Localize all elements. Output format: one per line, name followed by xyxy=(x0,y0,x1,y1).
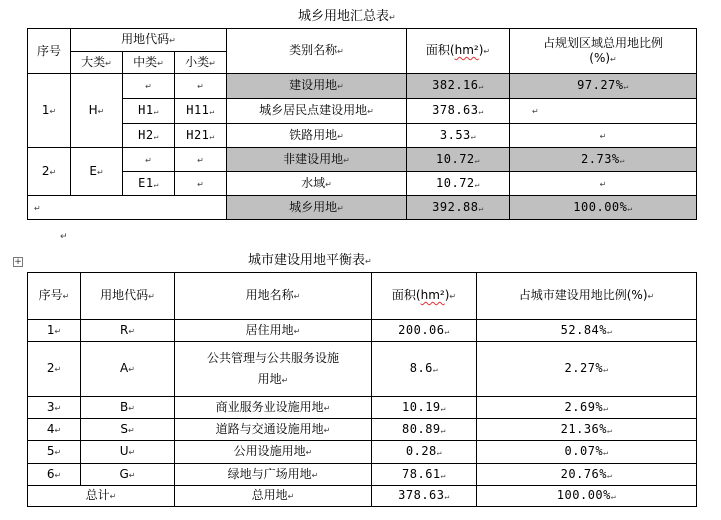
t1-cell-medium: ↵ xyxy=(123,74,175,99)
t2-cell-name: 居住用地↵ xyxy=(175,320,372,342)
t2-cell-seq: 3↵ xyxy=(28,397,81,419)
t2-cell-ratio: 0.07%↵ xyxy=(477,441,697,464)
t1-cell-major: H↵ xyxy=(71,74,123,148)
t1-header-code: 用地代码↵ xyxy=(71,29,227,52)
t2-cell-area: 200.06↵ xyxy=(372,320,477,342)
t1-header-area: 面积(hm²)↵ xyxy=(407,29,510,74)
t1-cell-medium: E1↵ xyxy=(123,172,175,196)
t2-total-ratio: 100.00%↵ xyxy=(477,486,697,507)
t2-header-area: 面积(hm²)↵ xyxy=(372,273,477,320)
t2-cell-name: 公用设施用地↵ xyxy=(175,441,372,464)
t1-header-seq: 序号 xyxy=(28,29,71,74)
t1-header-name: 类别名称↵ xyxy=(227,29,407,74)
paragraph-mark-icon: ↵ xyxy=(389,13,396,22)
t2-cell-area: 78.61↵ xyxy=(372,464,477,486)
t2-cell-seq: 5↵ xyxy=(28,441,81,464)
t1-cell-ratio: 2.73%↵ xyxy=(510,148,697,172)
t2-cell-seq: 6↵ xyxy=(28,464,81,486)
t1-cell-ratio: ↵ xyxy=(510,124,697,148)
t2-cell-name: 绿地与广场用地↵ xyxy=(175,464,372,486)
t1-cell-area: 378.63↵ xyxy=(407,99,510,124)
t2-cell-name: 道路与交通设施用地↵ xyxy=(175,419,372,441)
t1-cell-medium: ↵ xyxy=(123,148,175,172)
t2-cell-ratio: 21.36%↵ xyxy=(477,419,697,441)
t1-cell-minor: H21↵ xyxy=(175,124,227,148)
t1-cell-seq: 1↵ xyxy=(28,74,71,148)
t2-cell-code: G↵ xyxy=(81,464,175,486)
t1-cell-area: 3.53↵ xyxy=(407,124,510,148)
t2-cell-ratio: 2.27%↵ xyxy=(477,342,697,397)
t2-cell-ratio: 52.84%↵ xyxy=(477,320,697,342)
t1-total-ratio: 100.00%↵ xyxy=(510,196,697,220)
t2-total-name: 总用地↵ xyxy=(175,486,372,507)
t1-cell-name: 建设用地↵ xyxy=(227,74,407,99)
t1-cell-medium: H2↵ xyxy=(123,124,175,148)
t1-cell-ratio: ↵ xyxy=(510,172,697,196)
t2-cell-seq: 1↵ xyxy=(28,320,81,342)
t1-total-area: 392.88↵ xyxy=(407,196,510,220)
t2-header-ratio: 占城市建设用地比例(%)↵ xyxy=(477,273,697,320)
t1-cell-minor: ↵ xyxy=(175,74,227,99)
t2-cell-area: 80.89↵ xyxy=(372,419,477,441)
t2-cell-ratio: 20.76%↵ xyxy=(477,464,697,486)
paragraph-mark-icon: ↵ xyxy=(365,257,372,266)
t1-cell-minor: ↵ xyxy=(175,148,227,172)
t1-total-label: ↵ xyxy=(28,196,227,220)
table1-title: 城乡用地汇总表↵ xyxy=(298,9,396,24)
t2-total-area: 378.63↵ xyxy=(372,486,477,507)
t2-cell-area: 0.28↵ xyxy=(372,441,477,464)
t1-cell-name: 非建设用地↵ xyxy=(227,148,407,172)
t2-cell-code: B↵ xyxy=(81,397,175,419)
t1-cell-name: 水域↵ xyxy=(227,172,407,196)
t1-header-medium: 中类↵ xyxy=(123,52,175,74)
table2-title: 城市建设用地平衡表↵ xyxy=(248,253,372,268)
t2-cell-code: R↵ xyxy=(81,320,175,342)
t2-cell-code: A↵ xyxy=(81,342,175,397)
t1-cell-area: 10.72↵ xyxy=(407,172,510,196)
t2-cell-seq: 2↵ xyxy=(28,342,81,397)
t1-cell-medium: H1↵ xyxy=(123,99,175,124)
t1-cell-ratio: 97.27%↵ xyxy=(510,74,697,99)
table1 xyxy=(27,28,697,220)
t2-header-name: 用地名称↵ xyxy=(175,273,372,320)
table-move-handle-icon[interactable]: + xyxy=(14,257,22,267)
t2-cell-name: 公共管理与公共服务设施 用地↵ xyxy=(175,342,372,397)
t1-cell-name: 铁路用地↵ xyxy=(227,124,407,148)
paragraph-mark-icon: ↵ xyxy=(60,232,68,242)
t1-cell-ratio: ↵ xyxy=(510,99,697,124)
t2-cell-area: 8.6↵ xyxy=(372,342,477,397)
t2-header-code: 用地代码↵ xyxy=(81,273,175,320)
t1-cell-area: 10.72↵ xyxy=(407,148,510,172)
t2-cell-code: S↵ xyxy=(81,419,175,441)
t2-cell-area: 10.19↵ xyxy=(372,397,477,419)
t2-total-label: 总计↵ xyxy=(28,486,175,507)
table2 xyxy=(27,272,697,507)
t1-header-ratio: 占规划区域总用地比例 (%)↵ xyxy=(510,29,697,74)
t1-header-minor: 小类↵ xyxy=(175,52,227,74)
t1-cell-seq: 2↵ xyxy=(28,148,71,196)
t1-cell-major: E↵ xyxy=(71,148,123,196)
t2-cell-seq: 4↵ xyxy=(28,419,81,441)
t2-header-seq: 序号↵ xyxy=(28,273,81,320)
t2-cell-name: 商业服务业设施用地↵ xyxy=(175,397,372,419)
t1-cell-name: 城乡居民点建设用地↵ xyxy=(227,99,407,124)
t1-total-name: 城乡用地↵ xyxy=(227,196,407,220)
t1-header-major: 大类↵ xyxy=(71,52,123,74)
t1-cell-minor: ↵ xyxy=(175,172,227,196)
t2-cell-ratio: 2.69%↵ xyxy=(477,397,697,419)
t2-cell-code: U↵ xyxy=(81,441,175,464)
t1-cell-area: 382.16↵ xyxy=(407,74,510,99)
t1-cell-minor: H11↵ xyxy=(175,99,227,124)
